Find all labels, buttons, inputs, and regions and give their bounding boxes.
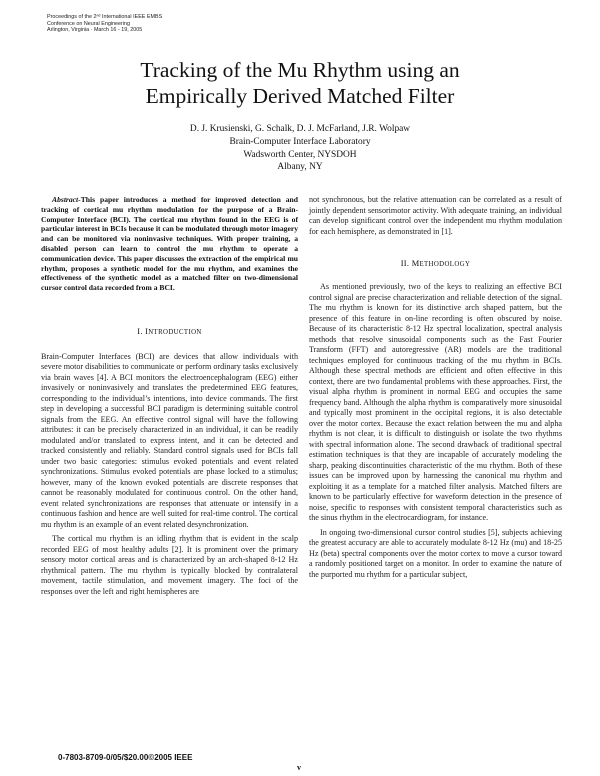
abstract (41, 195, 298, 293)
intro-paragraph-1: Brain-Computer Interfaces (BCI) are devices that allow individuals with severe motor disabilities to communicate or perform ordinary tasks exclusively via brain waves [4]. A BCI monitors the electroencephalogram (EEG) either invasively or noninvasively and translates the predetermined EEG features, corresponding to the individual’s intentions, into device commands. The first step in developing a successful BCI paradigm is determining suitable control signals from the EEG. An effective control signal will have the following attributes: it can be precisely characterized in an individual, it can be readily modulated and/or translated to express intent, and it can be detected and tracked consistently and reliably. Standard control signals used for BCIs fall under two basic categories: stimulus evoked potentials and event related synchronizations. Stimulus evoked potentials are phase locked to a stimulus; however, many of the known evoked potentials are discrete responses that cannot be reasonably modulated for continuous control. On the other hand, event related synchronizations are responses that attenuate or intensify in a continuous fashion and hence are well suited for real-time control. The cortical mu rhythm is an example of an event related desynchronization. (41, 351, 298, 529)
intro-paragraph-2: The cortical mu rhythm is an idling rhythm that is evident in the scalp recorded EEG of most healthy adults [2]. It is prominent over the primary sensory motor cortical areas and is characterized by an arch-shaped 8-12 Hz rhythmical pattern. The mu rhythm is typically blocked by contralateral movement, tactile stimulation, and movement imagery. The foci of the responses over the left and right hemispheres are (41, 534, 298, 596)
affiliation-line-1: Brain-Computer Interface Laboratory (229, 136, 371, 147)
author-names: D. J. Krusienski, G. Schalk, D. J. McFarland, J.R. Wolpaw (189, 124, 411, 134)
copyright-notice: 0-7803-8709-0/05/$20.00©2005 IEEE (58, 753, 193, 762)
method-paragraph-1: As mentioned previously, two of the keys to realizing an effective BCI control signal are precise characterization and reliable detection of the signal. The mu rhythm is known for its distinctive arch shaped pattern, but the presence of this feature in on-line recording is often obscured by noise. Because of its characteristic 8-12 Hz spectral localization, spectral analysis methods that resolve sinusoidal components such as the Fast Fourier Transform (FFT) and autoregressive (AR) models are the traditional techniques employed for continuous tracking of the mu rhythm in BCIs. Although these spectral methods are efficient and often effective in this context, there are two fundamental problems with these approaches. First, the visual alpha rhythm is prominent in normal EEG and occupies the same frequency band. Although the alpha rhythm is comparatively more sinusoidal and typically most prominent in the occipital regions, it is also detectable over the motor cortex. Because the exact relation between the mu and alpha rhythm is not clear, it is difficult to distinguish or isolate the two rhythms with spectral information alone. The second drawback of traditional spectral estimation techniques is that they are incapable of accurately modeling the sharp, peaking discontinuities characteristic of the mu rhythm. Both of these issues can be improved upon by harnessing the canonical mu rhythm and exploiting it as a template for a matched filter analysis. Matched filters are known to be particularly effective for waveform detection in the presence of noise, specific to responses with consistent temporal characteristics such as the sinus rhythm in the electrocardiogram, for instance. (309, 282, 562, 522)
title-line-2: Empirically Derived Matched Filter (145, 84, 455, 108)
proceedings-line-2: Conference on Neural Engineering (47, 20, 131, 27)
paper-title (0, 57, 600, 109)
left-column (41, 195, 298, 597)
proceedings-header (47, 14, 162, 34)
affiliation-line-3: Albany, NY (277, 162, 323, 173)
right-column (309, 195, 562, 580)
abstract-label: Abstract- (52, 195, 81, 204)
section-heading-methodology: II. METHODOLOGY (400, 259, 471, 268)
title-line-1: Tracking of the Mu Rhythm using an (140, 58, 460, 82)
affiliation-line-2: Wadsworth Center, NYSDOH (243, 149, 357, 160)
abstract-text: This paper introduces a method for improved detection and tracking of cortical mu rhythm modulation for the purpose of a Brain-Computer Interface (BCI). The cortical mu rhythm found in the EEG is of particular interest in BCIs because it can be modulated through motor imagery and can be monitored via noninvasive techniques. With proper training, a disabled person can learn to control the mu rhythm to operate a communication device. This paper discusses the extraction of the empirical mu rhythm, proposes a synthetic model for the mu rhythm, and examines the effectiveness of the synthetic model as a matched filter on two-dimensional cursor control data recorded from a BCI. (41, 195, 298, 293)
proceedings-line-3: Arlington, Virginia · March 16 - 19, 2005 (47, 27, 143, 34)
proceedings-line-1: Proceedings of the 2ⁿᵈ International IEEE EMBS (47, 14, 163, 20)
author-block (0, 123, 600, 174)
method-paragraph-2: In ongoing two-dimensional cursor control studies [5], subjects achieving the greatest accuracy are able to accurately modulate 8-12 Hz (mu) and 18-25 Hz (beta) spectral components over the motor cortex to move a cursor toward a randomly positioned target on a monitor. In order to examine the nature of the purported mu rhythm for a particular subject, (309, 527, 562, 579)
section-heading-introduction: I. INTRODUCTION (137, 326, 202, 336)
page-number: v (297, 763, 301, 772)
intro-paragraph-continued: not synchronous, but the relative attenuation can be correlated as a result of jointly dependent sensorimotor activity. With adequate training, an individual can develop significant control over the independent mu rhythm modulation for each hemisphere, as demonstrated in [1]. (309, 195, 562, 236)
